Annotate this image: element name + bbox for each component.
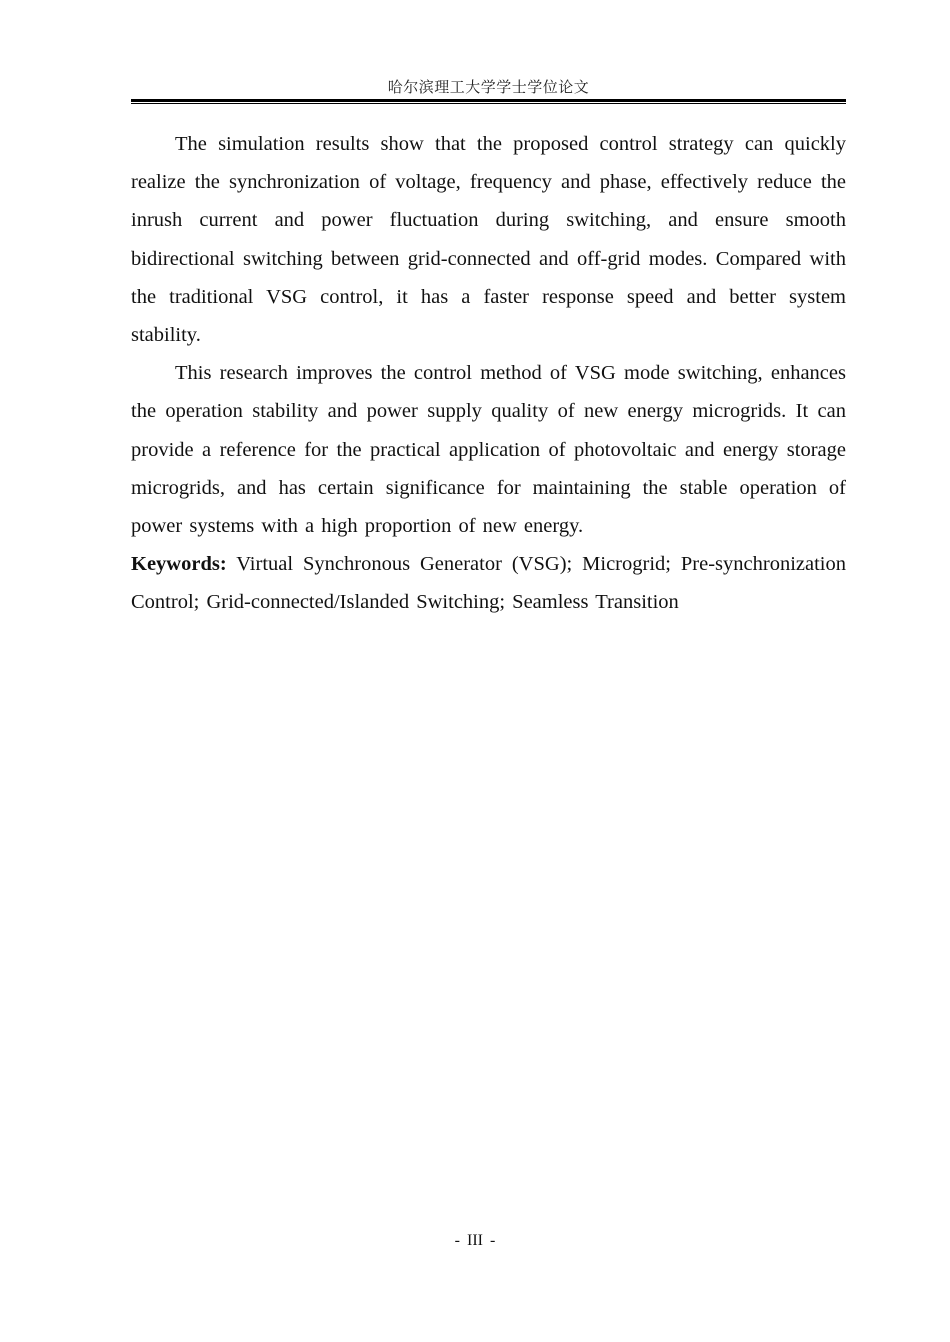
header-double-rule	[131, 99, 846, 105]
header-rule-thin	[131, 103, 846, 104]
header-rule-thick	[131, 99, 846, 102]
abstract-body	[131, 125, 846, 622]
keywords-text: Virtual Synchronous Generator (VSG); Microgrid; Pre-synchronization Control; Grid-connected/Islanded Switching; Seamless Transition	[131, 553, 846, 614]
keywords-line	[131, 545, 846, 621]
page-number: - III -	[454, 1232, 496, 1249]
running-header-title: 哈尔滨理工大学学士学位论文	[387, 80, 590, 96]
abstract-paragraph-2: This research improves the control method of VSG mode switching, enhances the operation stability and power supply quality of new energy microgrids. It can provide a reference for the practical application of photovoltaic and energy storage microgrids, and has certain significance for maintaining the stable operation of power systems with a high proportion of new energy.	[131, 362, 846, 538]
keywords-label: Keywords:	[131, 553, 227, 576]
abstract-paragraph-1: The simulation results show that the proposed control strategy can quickly realize the synchronization of voltage, frequency and phase, effectively reduce the inrush current and power fluctuation during switching, and ensure smooth bidirectional switching between grid-connected and off-grid modes. Compared with the traditional VSG control, it has a faster response speed and better system stability.	[131, 133, 846, 347]
